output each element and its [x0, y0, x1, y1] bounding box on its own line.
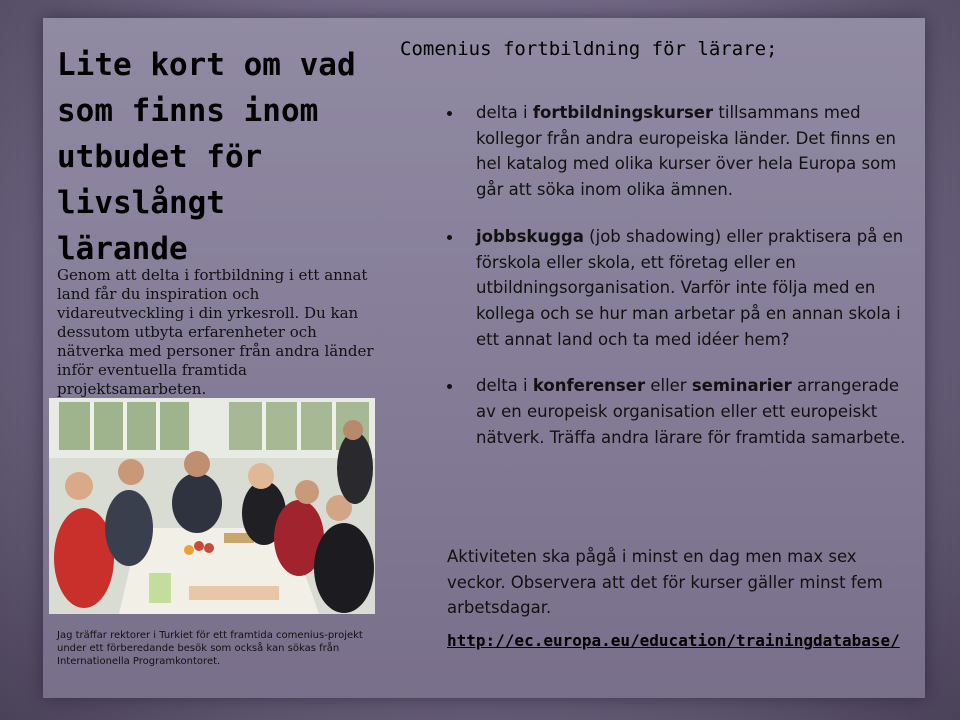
training-database-link[interactable]: http://ec.europa.eu/education/trainingdatabase/: [447, 631, 900, 650]
meeting-photo-illustration: [49, 398, 375, 614]
left-title: Lite kort om vad som finns inom utbudet för livslångt lärande: [57, 47, 356, 267]
photo-caption: Jag träffar rektorer i Turkiet för ett framtida comenius-projekt under ett förberedande besök som också kan sökas från Internationella Programkontoret.: [57, 630, 363, 667]
bold-term: konferenser: [532, 376, 646, 396]
bold-term: jobbskugga: [476, 226, 584, 246]
bold-term: seminarier: [691, 376, 792, 396]
bullet-konferenser: delta i konferenser eller seminarier arrangerade av en europeisk organisation eller ett europeiskt nätverk. Träffa andra lärare för framtida samarbete.: [447, 373, 907, 450]
bullet-dot-icon: [447, 384, 452, 389]
bullet-jobbskugga: jobbskugga (job shadowing) eller praktisera på en förskola eller skola, ett företag eller en utbildningsorganisation. Varför inte följa med en kollega och se hur man arbetar på en annan skola i ett annat land och ta med idéer hem?: [447, 224, 907, 353]
bold-term: fortbildningskurser: [532, 103, 714, 122]
meeting-photo: [49, 398, 375, 614]
bullet-dot-icon: [447, 111, 452, 116]
duration-note: Aktiviteten ska pågå i minst en dag men max sex veckor. Observera att det för kurser gäller minst fem arbetsdagar.: [447, 547, 883, 618]
bullet-list: [447, 100, 907, 471]
right-title: Comenius fortbildning för lärare;: [400, 38, 778, 60]
bullet-dot-icon: [447, 235, 452, 240]
left-body-text: Genom att delta i fortbildning i ett annat land får du inspiration och vidareutveckling i din yrkesroll. Du kan dessutom utbyta erfarenheter och nätverka med personer från andra länder inför eventuella framtida projektsamarbeten.: [57, 266, 374, 398]
bullet-fortbildning: delta i fortbildningskurser tillsammans med kollegor från andra europeiska länder. Det finns en hel katalog med olika kurser över hela Europa som går att söka inom olika ämnen.: [447, 100, 907, 203]
